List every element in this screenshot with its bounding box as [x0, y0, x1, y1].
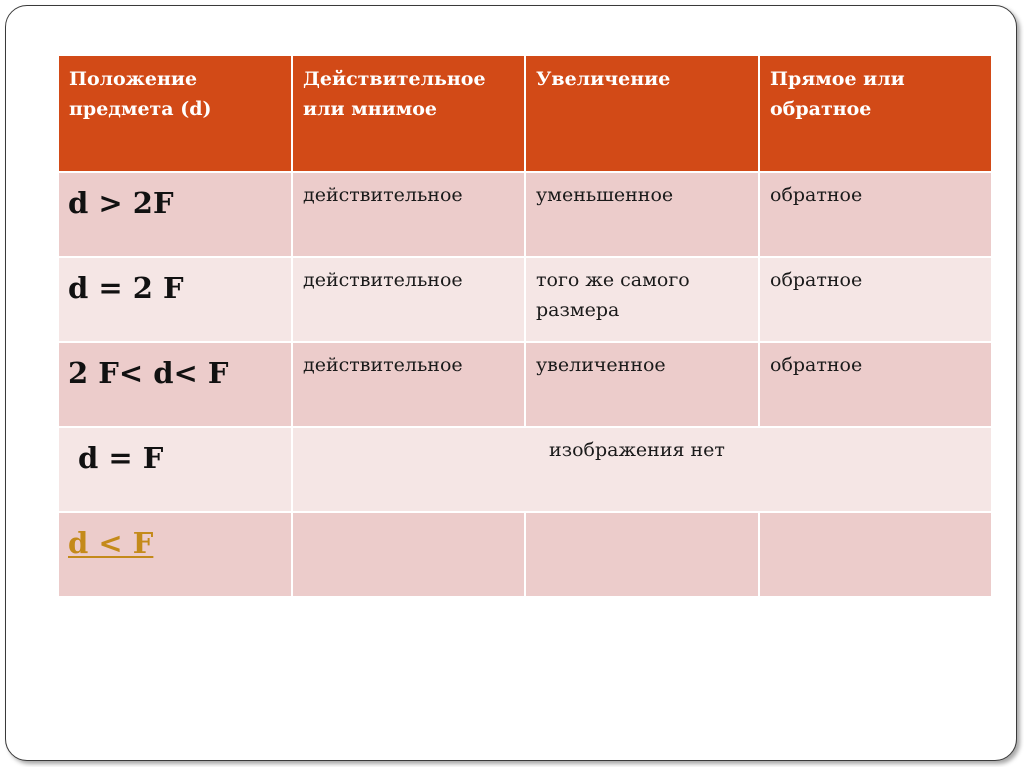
lens-image-table [59, 56, 991, 598]
magnification-cell [525, 512, 759, 597]
type-cell [292, 512, 525, 597]
header-magnification: Увеличение [525, 56, 759, 172]
condition-link[interactable]: d < F [68, 526, 154, 560]
type-cell: действительное [292, 342, 525, 427]
table-row [59, 512, 991, 597]
orientation-cell: обратное [759, 342, 991, 427]
condition-cell: d > 2F [59, 172, 292, 257]
table-row [59, 172, 991, 257]
magnification-cell: увеличенное [525, 342, 759, 427]
table-row [59, 427, 991, 512]
header-row [59, 56, 991, 172]
table-row [59, 342, 991, 427]
condition-cell: d = F [59, 427, 292, 512]
magnification-cell: того же самого размера [525, 257, 759, 342]
header-upright-or-inverted: Прямое или обратное [759, 56, 991, 172]
header-object-position: Положение предмета (d) [59, 56, 292, 172]
type-cell: действительное [292, 257, 525, 342]
condition-cell: 2 F< d< F [59, 342, 292, 427]
type-cell: действительное [292, 172, 525, 257]
condition-cell: d = 2 F [59, 257, 292, 342]
magnification-cell: уменьшенное [525, 172, 759, 257]
no-image-cell: изображения нет [292, 427, 991, 512]
header-real-or-virtual: Действительное или мнимое [292, 56, 525, 172]
orientation-cell: обратное [759, 172, 991, 257]
orientation-cell: обратное [759, 257, 991, 342]
orientation-cell [759, 512, 991, 597]
table-row [59, 257, 991, 342]
condition-cell [59, 512, 292, 597]
